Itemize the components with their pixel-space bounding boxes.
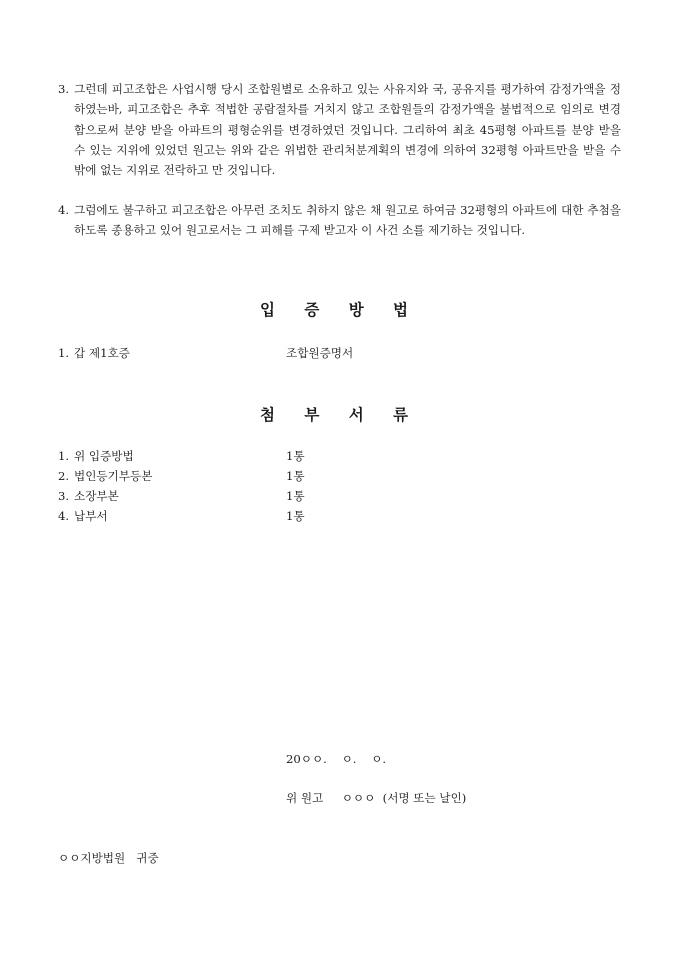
attachments-heading: 첨 부 서 류 [259,405,421,424]
item-label: 납부서 [74,509,108,523]
filing-date: 20ㅇㅇ. ㅇ. ㅇ. [286,752,387,766]
paragraph-3 [58,79,621,180]
item-number: 1. [58,449,70,463]
item-number: 1. [58,346,70,360]
attachment-item [58,446,618,466]
item-number: 2. [58,469,70,483]
item-label: 법인등기부등본 [74,469,153,483]
item-count: 1통 [286,489,305,503]
item-value: 조합원증명서 [286,346,354,360]
item-label: 위 입증방법 [74,449,134,463]
attachment-item [58,466,618,486]
item-label: 소장부본 [74,489,119,503]
paragraph-text: 그럼에도 불구하고 피고조합은 아무런 조치도 취하지 않은 채 원고로 하여금 32평형의 아파트에 대한 추첨을 하도록 종용하고 있어 원고로서는 그 피해를 구제 받고자 이 사건 소를 제기하는 것입니다. [74,203,621,238]
item-number: 3. [58,489,70,503]
court-addressee: ㅇㅇ지방법원 귀중 [58,851,159,865]
paragraph-number: 3. [58,82,70,96]
item-label: 갑 제1호증 [74,346,130,360]
item-count: 1통 [286,449,305,463]
attachment-item [58,506,618,526]
evidence-heading: 입 증 방 법 [259,300,421,319]
item-number: 4. [58,509,70,523]
evidence-item [58,343,618,363]
item-count: 1통 [286,509,305,523]
plaintiff-signature: 위 원고 ㅇㅇㅇ (서명 또는 날인) [286,791,467,805]
attachment-item [58,486,618,506]
paragraph-4 [58,200,621,241]
item-count: 1통 [286,469,305,483]
paragraph-text: 그런데 피고조합은 사업시행 당시 조합원별로 소유하고 있는 사유지와 국, 공유지를 평가하여 감정가액을 정하였는바, 피고조합은 추후 적법한 공람절차를 거치지 않고 조합원들의 감정가액을 불법적으로 임의로 변경함으로써 분양 받을 아파트의 평형순위를 변경하였던 것입니다. 그리하여 최초 45평형 아파트를 분양 받을 수 있는 지위에 있었던 원고는 위와 같은 위법한 관리처분계획의 변경에 의하여 32평형 아파트만을 받을 수밖에 없는 지위로 전락하고 만 것입니다. [74,82,621,178]
paragraph-number: 4. [58,203,70,217]
